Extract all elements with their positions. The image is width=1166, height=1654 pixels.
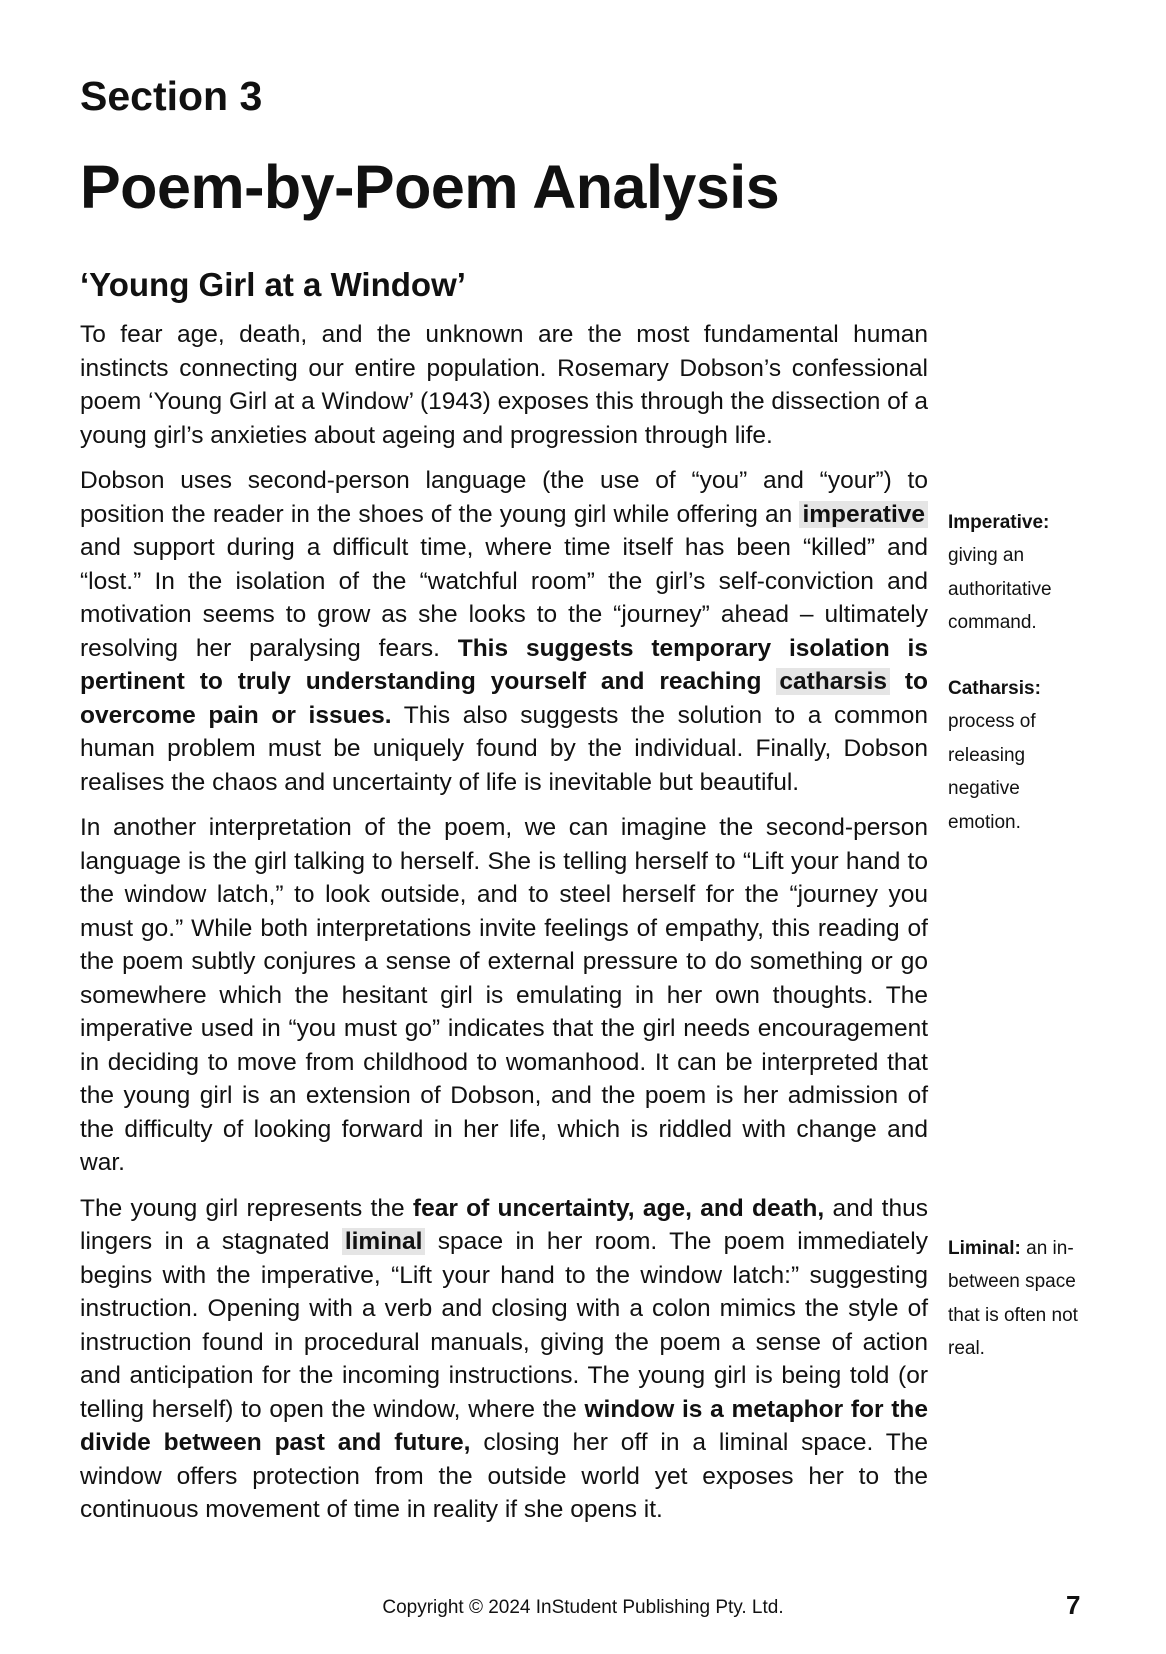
glossary-note-imperative xyxy=(948,506,1088,640)
paragraph-second-person xyxy=(80,464,928,799)
bold-text: to overcome pain or issues. xyxy=(80,668,928,729)
page-title: Poem-by-Poem Analysis xyxy=(80,153,780,221)
glossary-definition: giving an authoritative command. xyxy=(948,545,1052,634)
text-run: The young girl represents the xyxy=(80,1194,413,1222)
text-run: closing her off in a liminal space. The window offers protection from the outside world yet exposes her to the continuous movement of time in reality if she opens it. xyxy=(80,1429,929,1523)
bold-text: window is a metaphor for the divide between past and future, xyxy=(80,1395,928,1456)
glossary-note-catharsis xyxy=(948,672,1088,839)
poem-title: ‘Young Girl at a Window’ xyxy=(80,266,466,303)
glossary-term: Imperative: xyxy=(948,512,1050,533)
text-run: and thus lingers in a stagnated xyxy=(80,1194,928,1255)
paragraph-intro: To fear age, death, and the unknown are the most fundamental human instincts connecting our entire population. Rosemary Dobson’s confessional poem ‘Young Girl at a Window’ (1943) exposes this through the dissection of a young girl’s anxieties about ageing and progression through life. xyxy=(80,321,929,449)
paragraph-interpretation: In another interpretation of the poem, we can imagine the second-person language is the girl talking to herself. She is telling herself to “Lift your hand to the window latch,” to look outside, and to steel herself for the “journey you must go.” While both interpretations invite feelings of empathy, this reading of the poem subtly conjures a sense of external pressure to do something or go somewhere which the hesitant girl is emulating in her own thoughts. The imperative used in “you must go” indicates that the girl needs encouragement in deciding to move from childhood to womanhood. It can be interpreted that the young girl is an extension of Dobson, and the poem is her admission of the difficulty of looking forward in her life, which is riddled with change and war. xyxy=(80,814,928,1176)
bold-text: fear of uncertainty, age, and death, xyxy=(412,1194,825,1222)
glossary-note-liminal xyxy=(948,1232,1088,1366)
highlighted-term-liminal: liminal xyxy=(342,1228,426,1255)
highlighted-term-imperative: imperative xyxy=(799,501,928,528)
bold-text: This suggests temporary isolation is pertinent to truly understanding yourself and reaching xyxy=(80,634,928,695)
main-text xyxy=(80,318,928,1527)
glossary-term: Catharsis: xyxy=(948,678,1041,699)
glossary-term: Liminal: xyxy=(948,1238,1021,1259)
text-run: This also suggests the solution to a common human problem must be uniquely found by the individual. Finally, Dobson realises the chaos and uncertainty of life is inevitable but beautiful. xyxy=(80,701,928,796)
text-run: and support during a difficult time, where time itself has been “killed” and “lost.” In the isolation of the “watchful room” the girl’s self-conviction and motivation seems to grow as she looks to the “journey” ahead – ultimately resolving her paralysing fears. xyxy=(80,534,928,662)
paragraph-liminal xyxy=(80,1192,928,1527)
copyright-footer: Copyright © 2024 InStudent Publishing Pty. Ltd. xyxy=(382,1597,784,1618)
page-number: 7 xyxy=(1066,1590,1081,1620)
highlighted-term-catharsis: catharsis xyxy=(776,668,890,695)
text-run: Dobson uses second-person language (the use of “you” and “your”) to position the reader in the shoes of the young girl while offering an xyxy=(80,467,928,528)
text-run: space in her room. The poem immediately begins with the imperative, “Lift your hand to the window latch:” suggesting instruction. Opening with a verb and closing with a colon mimics the style of instruction found in procedural manuals, giving the poem a sense of action and anticipation for the incoming instructions. The young girl is being told (or telling herself) to open the window, where the xyxy=(80,1228,928,1423)
glossary-definition: process of releasing negative emotion. xyxy=(948,711,1036,833)
glossary-definition: an in-between space that is often not real. xyxy=(948,1238,1078,1360)
section-label: Section 3 xyxy=(80,73,263,119)
